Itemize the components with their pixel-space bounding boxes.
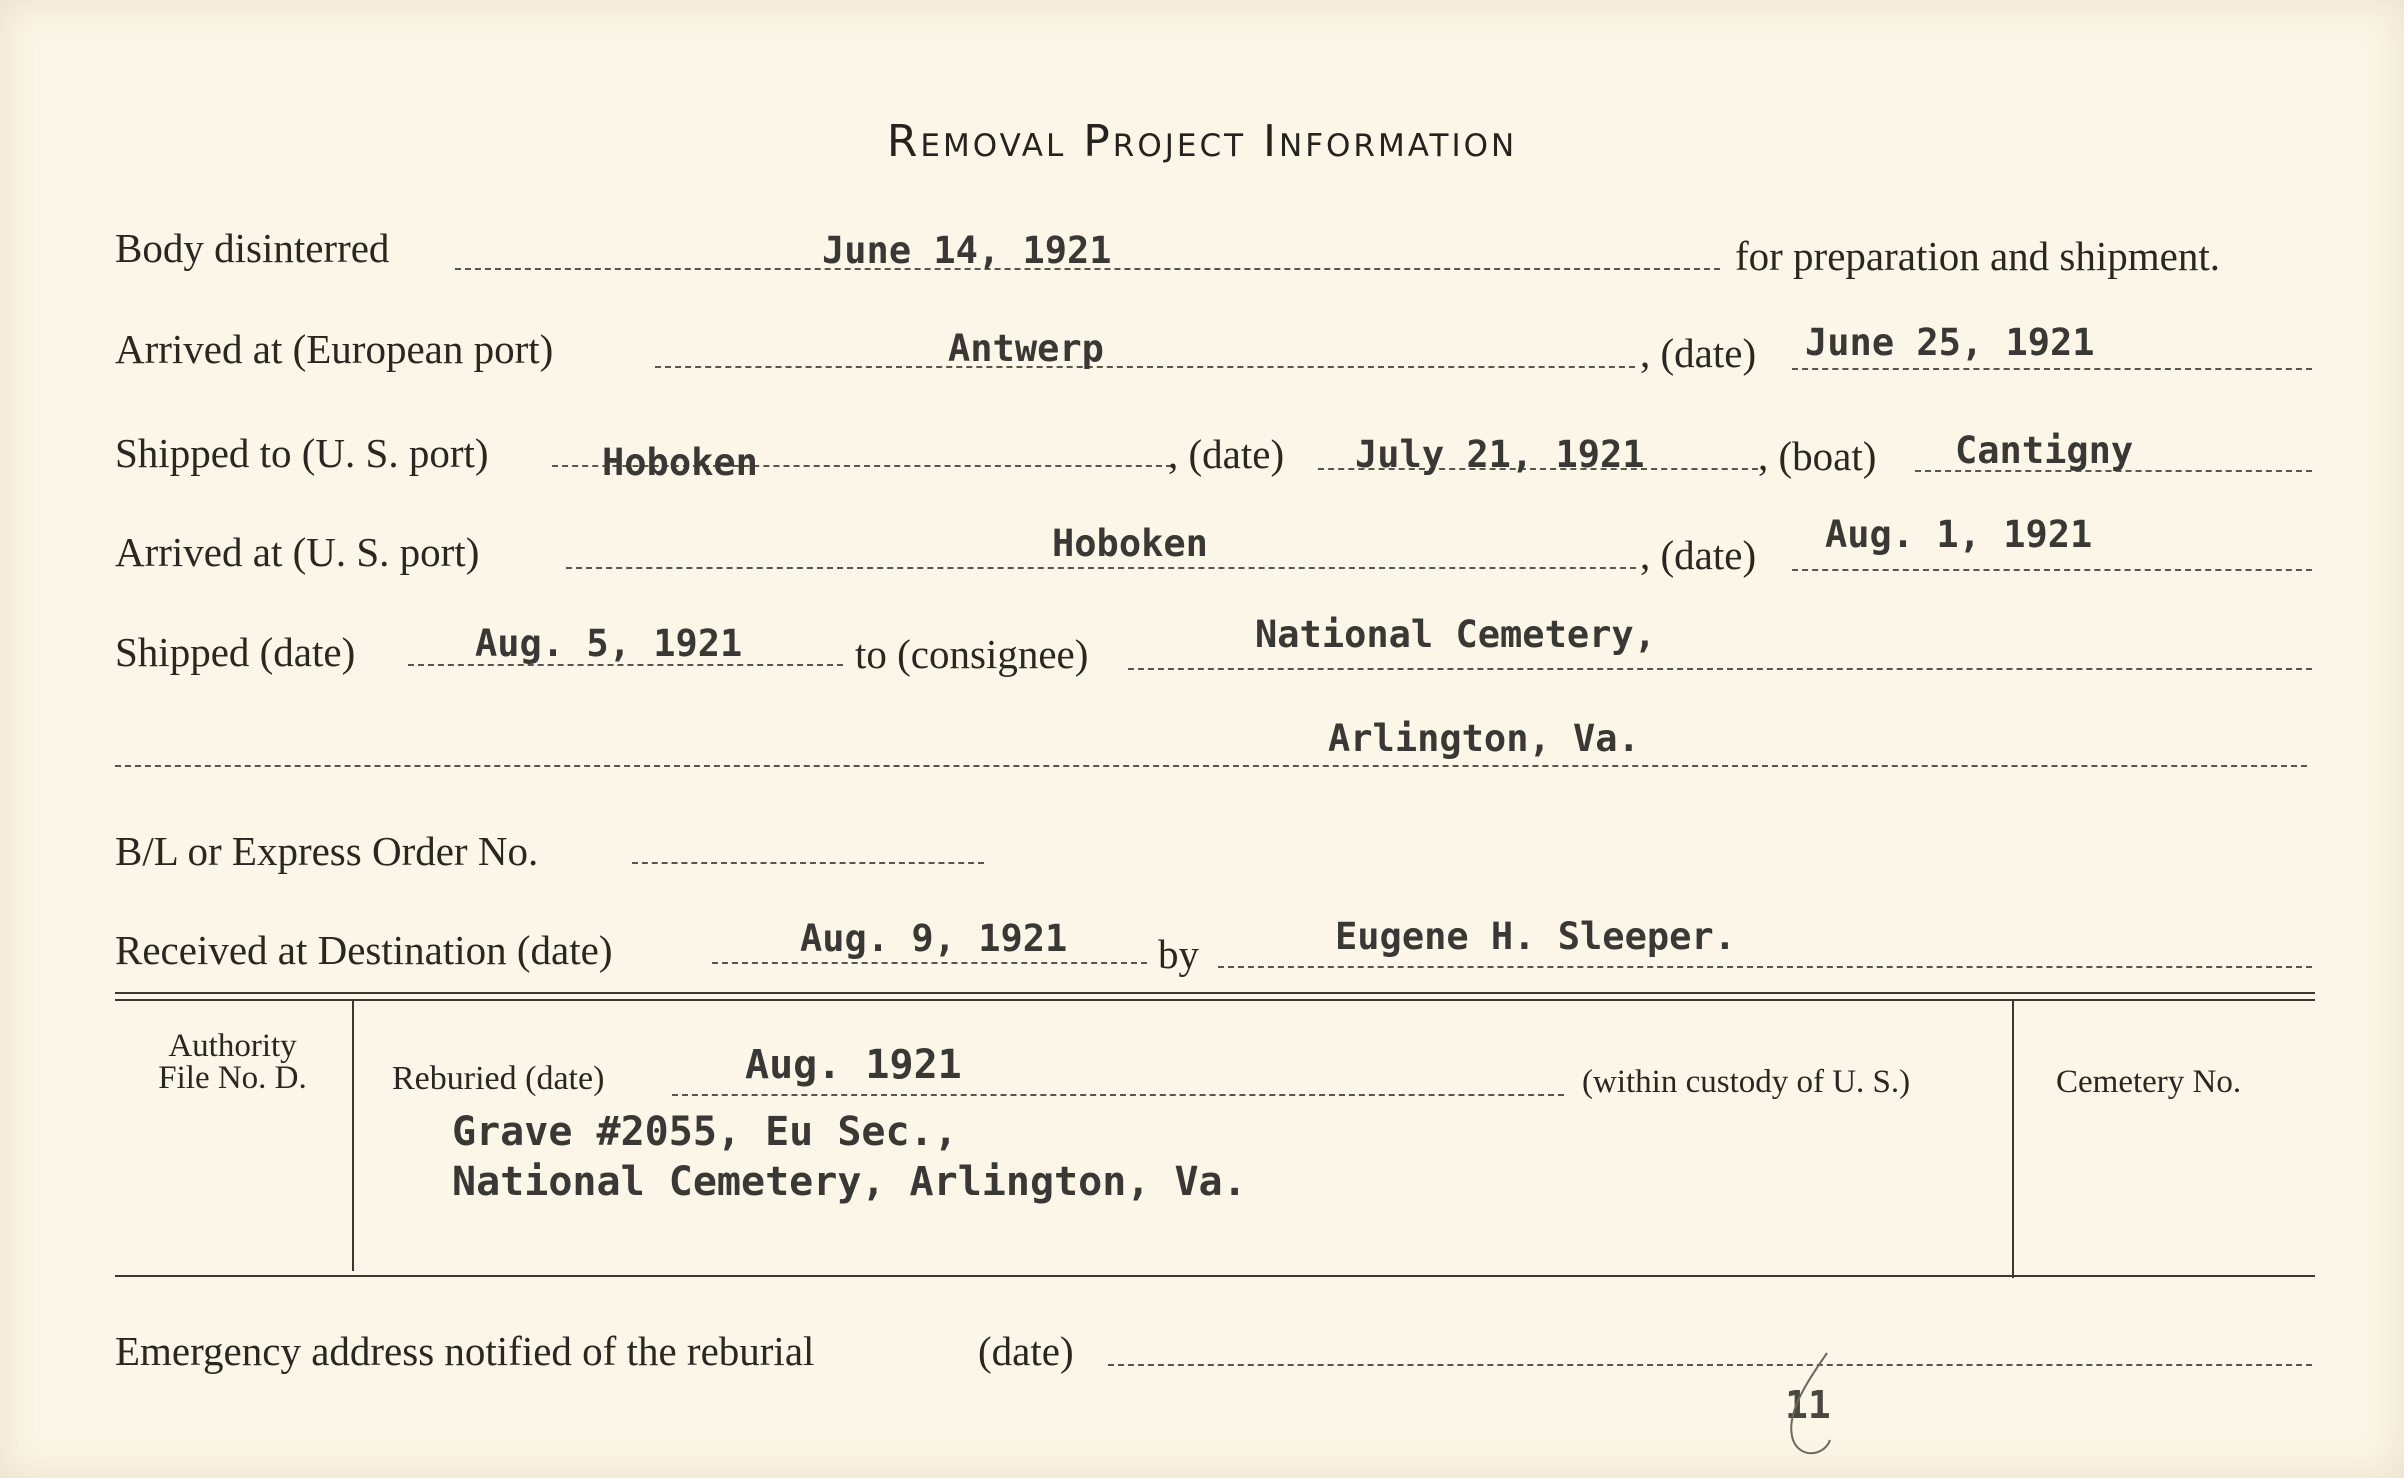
consignee-value-2: Arlington, Va. xyxy=(1328,717,1640,760)
consignee-value: National Cemetery, xyxy=(1255,613,1656,656)
cemetery-no-label: Cemetery No. xyxy=(2056,1064,2242,1100)
arrived-us-date-value: Aug. 1, 1921 xyxy=(1825,513,2093,556)
card-title: Removal Project Information xyxy=(886,116,1518,167)
received-by-label: by xyxy=(1158,931,1199,977)
box-bottom-rule xyxy=(115,1275,2315,1277)
arrived-us-date-label: , (date) xyxy=(1640,532,1757,578)
arrived-us-value: Hoboken xyxy=(1052,522,1208,565)
arrived-us-date-line xyxy=(1792,569,2312,571)
received-by-line xyxy=(1218,966,2312,968)
emergency-date-label: (date) xyxy=(978,1328,1074,1374)
box-left-divider xyxy=(352,1001,354,1271)
shipped-us-boat-label: , (boat) xyxy=(1758,433,1877,479)
bl-order-line xyxy=(632,862,984,864)
authority-label-2: File No. D. xyxy=(158,1060,307,1096)
arrived-european-date-value: June 25, 1921 xyxy=(1805,321,2095,364)
received-date-line xyxy=(712,962,1147,964)
shipped-us-value: Hoboken xyxy=(602,441,758,484)
arrived-european-line xyxy=(655,366,1635,368)
reburied-line xyxy=(672,1094,1564,1096)
shipped-us-boat-value: Cantigny xyxy=(1955,429,2134,472)
arrived-european-date-line xyxy=(1792,368,2312,370)
shipped-date-value: Aug. 5, 1921 xyxy=(475,622,743,665)
arrived-us-line xyxy=(566,567,1636,569)
arrived-european-value: Antwerp xyxy=(948,327,1104,370)
shipped-us-date-value: July 21, 1921 xyxy=(1355,433,1645,476)
reburied-label: Reburied (date) xyxy=(392,1060,605,1097)
authority-label-1: Authority xyxy=(168,1028,297,1064)
arrived-european-label: Arrived at (European port) xyxy=(115,326,554,372)
arrived-us-label: Arrived at (U. S. port) xyxy=(115,529,480,575)
shipped-date-label: Shipped (date) xyxy=(115,629,356,675)
grave-line-2: National Cemetery, Arlington, Va. xyxy=(452,1159,1247,1205)
received-date-value: Aug. 9, 1921 xyxy=(800,917,1068,960)
emergency-label: Emergency address notified of the reburial xyxy=(115,1328,815,1374)
arrived-european-date-label: , (date) xyxy=(1640,330,1757,376)
consignee-line xyxy=(1128,668,2312,670)
bl-order-label: B/L or Express Order No. xyxy=(115,828,539,874)
box-top-rule xyxy=(115,992,2315,994)
handwritten-note: 11 xyxy=(1785,1383,1831,1427)
body-disinterred-label: Body disinterred xyxy=(115,225,390,271)
emergency-line xyxy=(1108,1364,2312,1366)
handwritten-mark xyxy=(1775,1345,1855,1465)
box-top-rule-2 xyxy=(115,999,2315,1001)
custody-label: (within custody of U. S.) xyxy=(1582,1064,1911,1100)
grave-line-1: Grave #2055, Eu Sec., xyxy=(452,1109,958,1155)
received-by-value: Eugene H. Sleeper. xyxy=(1335,915,1736,958)
body-disinterred-value: June 14, 1921 xyxy=(822,229,1112,272)
reburied-value: Aug. 1921 xyxy=(745,1042,962,1088)
shipped-us-date-label: , (date) xyxy=(1168,431,1285,477)
received-label: Received at Destination (date) xyxy=(115,927,613,973)
body-disinterred-suffix: for preparation and shipment. xyxy=(1735,233,2221,279)
consignee-label: to (consignee) xyxy=(855,631,1089,677)
consignee-line-2 xyxy=(115,765,2307,767)
shipped-us-label: Shipped to (U. S. port) xyxy=(115,430,489,476)
box-right-divider xyxy=(2012,1001,2014,1278)
